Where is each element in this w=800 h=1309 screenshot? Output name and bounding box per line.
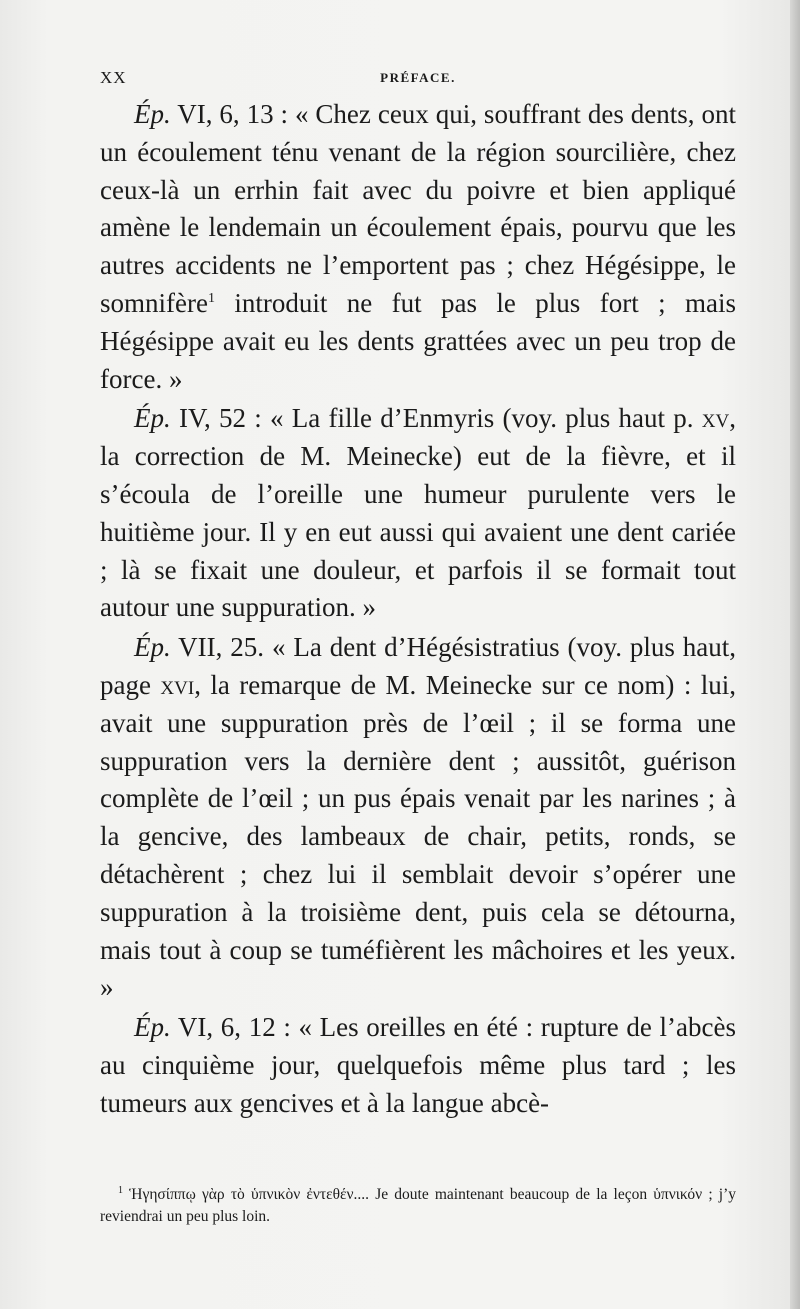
citation-abbr: Ép. [134, 99, 171, 129]
page-header [100, 68, 736, 92]
paragraph-1 [100, 96, 736, 398]
citation-abbr: Ép. [134, 632, 171, 663]
footnote-text: Ἡγησίππῳ γὰρ τὸ ὑπνικὸν ἐντεθέν.... Je doute maintenant beaucoup de la leçon ὑπνικόν ; j’y reviendrai un peu plus loin. [100, 1186, 736, 1225]
citation-location: VI, 6, 13 : [170, 99, 295, 129]
citation-1 [134, 99, 295, 129]
citation-3 [134, 632, 272, 662]
paragraph-3 [100, 629, 736, 1007]
roman-page-ref: xv [701, 403, 730, 434]
citation-location: VI, 6, 12 : [170, 1012, 299, 1043]
roman-page-ref: xvi [160, 669, 195, 700]
citation-location: IV, 52 : [170, 403, 271, 434]
running-head: PRÉFACE. [380, 70, 456, 85]
citation-4 [134, 1012, 299, 1042]
citation-location: VII, 25. [170, 632, 272, 663]
quote-text: , la correction de M. Meinecke) eut de la fièvre, et il s’écoula de l’oreille une humeur purulente vers le huitième jour. Il y en eut aussi qui avaient une dent cariée ; là se fixait une douleur, et parfois il se formait tout autour une suppuration. » [100, 403, 736, 623]
quote-text: « Chez ceux qui, souffrant des dents, ont un écoulement ténu venant de la région sourcilière, chez ceux-là un errhin fait avec du poivre et bien appliqué amène le lendemain un écoulement épais, pourvu que les autres accidents ne l’emportent pas ; chez Hégésippe, le somnifère [100, 99, 736, 318]
footnote [100, 1184, 736, 1228]
citation-2 [134, 403, 270, 433]
quote-text-continued: introduit ne fut pas le plus fort ; mais Hégésippe avait eu les dents grattées avec un peu trop de force. » [100, 287, 736, 394]
footnote-number: 1 [118, 1184, 123, 1196]
paragraph-2 [100, 400, 736, 627]
citation-abbr: Ép. [134, 1012, 171, 1043]
page-edge-shadow [790, 0, 800, 1309]
quote-text: « Les oreilles en été : rupture de l’abcès au cinquième jour, quelquefois même plus tard ; les tumeurs aux gencives et à la langue abcè- [100, 1012, 736, 1118]
page-number: XX [100, 68, 127, 87]
body-text [100, 96, 736, 1125]
quote-text-start: « La dent d’Hégésistratius (voy. plus haut, page [100, 632, 737, 700]
footnote-mark: 1 [207, 290, 215, 306]
quote-text-start: « La fille d’Enmyris (voy. plus haut p. [270, 403, 702, 434]
citation-abbr: Ép. [134, 403, 171, 434]
quote-text: , la remarque de M. Meinecke sur ce nom) : lui, avait une suppuration près de l’œil ; il se forma une suppuration vers la dernière dent ; aussitôt, guérison complète de l’œil ; un pus épais venait par les narines ; à la gencive, des lambeaux de chair, petits, ronds, se détachèrent ; chez lui il semblait devoir s’opérer une suppuration à la troisième dent, puis cela se détourna, mais tout à coup se tuméfièrent les mâchoires et les yeux. » [100, 669, 737, 1003]
paragraph-4 [100, 1009, 736, 1122]
